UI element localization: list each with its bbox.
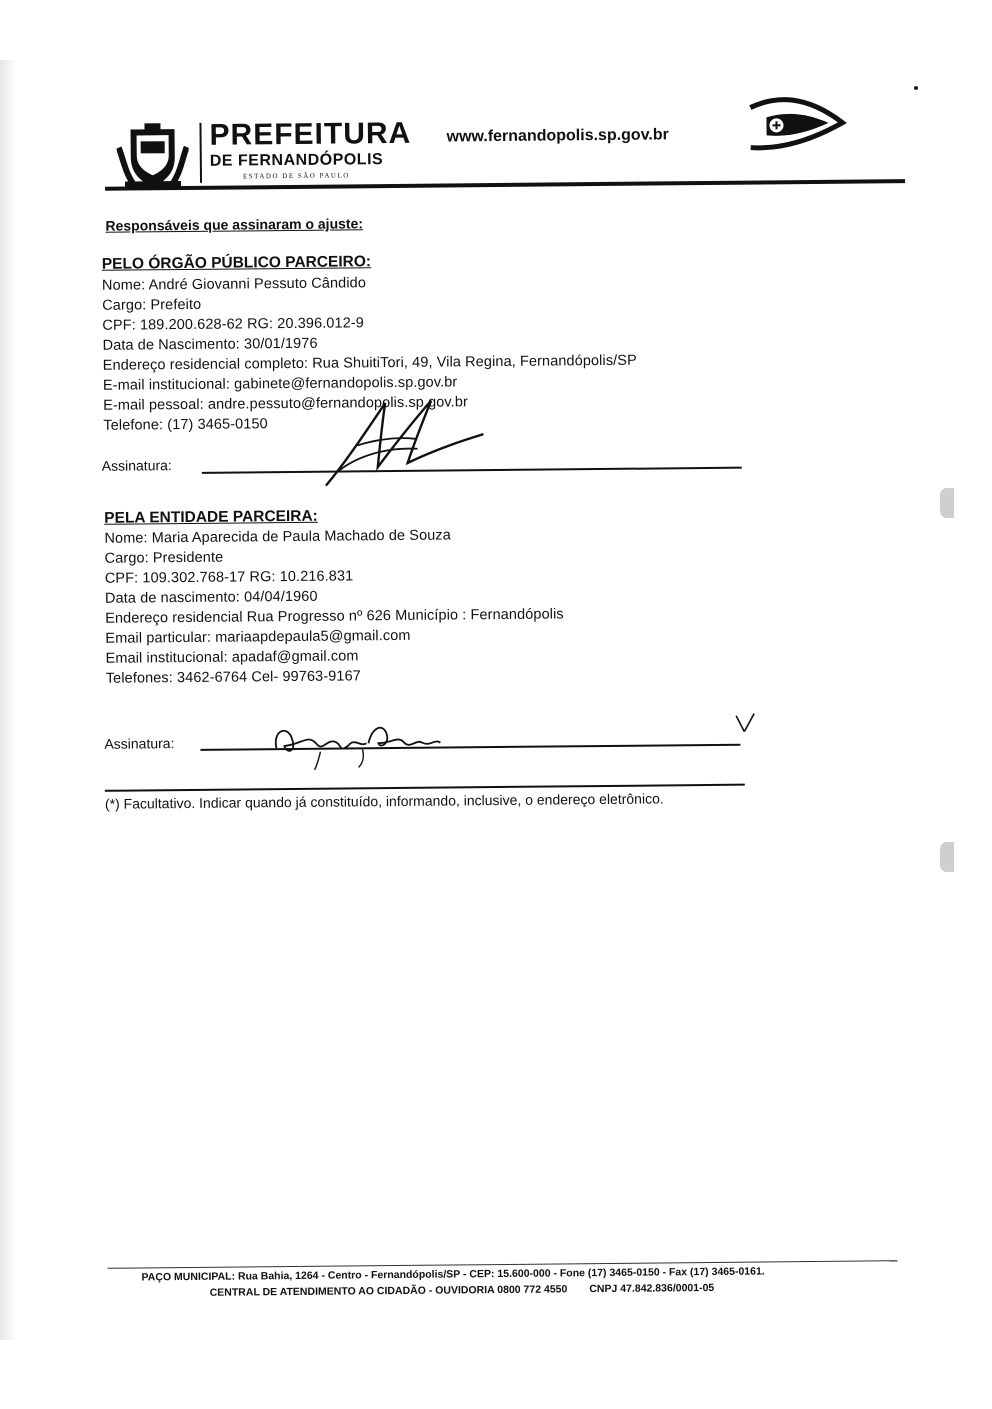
entity-partner-signature xyxy=(262,712,453,774)
public-partner-cpf-rg: CPF: 189.200.628-62 RG: 20.396.012-9 xyxy=(102,315,365,334)
entity-partner-institutional-email: Email institucional: apadaf@gmail.com xyxy=(105,648,359,667)
brand-title: PREFEITURA xyxy=(209,116,412,152)
flag-emblem-icon xyxy=(746,93,847,156)
entity-partner-address: Endereço residencial Rua Progresso nº 626 Município : Fernandópolis xyxy=(105,606,564,627)
signature-check-mark xyxy=(734,712,756,736)
entity-partner-personal-email: Email particular: mariaapdepaula5@gmail.com xyxy=(105,627,411,647)
public-partner-institutional-email: E-mail institucional: gabinete@fernandopolis.sp.gov.br xyxy=(102,374,458,394)
footer-cnpj: CNPJ 47.842.836/0001-05 xyxy=(589,1281,715,1296)
footer-address: PAÇO MUNICIPAL: Rua Bahia, 1264 - Centro - Fernandópolis/SP - CEP: 15.600-000 - Fone (17) 3465-0150 - Fax (17) 3465-0161. xyxy=(141,1265,765,1284)
public-partner-signature-label: Assinatura: xyxy=(101,457,172,474)
website-url: www.fernandopolis.sp.gov.br xyxy=(446,126,669,146)
public-partner-role: Cargo: Prefeito xyxy=(102,296,202,314)
entity-partner-signature-label: Assinatura: xyxy=(104,735,175,752)
footer-contact xyxy=(210,1282,715,1299)
entity-partner-phones: Telefones: 3462-6764 Cel- 99763-9167 xyxy=(105,668,361,687)
entity-partner-role: Cargo: Presidente xyxy=(104,549,224,567)
entity-partner-cpf-rg: CPF: 109.302.768-17 RG: 10.216.831 xyxy=(104,568,354,587)
entity-partner-birthdate: Data de nascimento: 04/04/1960 xyxy=(104,588,318,607)
brand-subtitle: DE FERNANDÓPOLIS xyxy=(209,151,384,170)
public-partner-address: Endereço residencial completo: Rua ShuitiTori, 49, Vila Regina, Fernandópolis/SP xyxy=(102,352,637,374)
section-heading: Responsáveis que assinaram o ajuste: xyxy=(105,215,364,234)
entity-partner-name: Nome: Maria Aparecida de Paula Machado de Souza xyxy=(104,527,451,547)
entity-partner-title: PELA ENTIDADE PARCEIRA: xyxy=(104,507,318,527)
brand-state: ESTADO DE SÃO PAULO xyxy=(242,171,350,181)
public-partner-phone: Telefone: (17) 3465-0150 xyxy=(103,416,268,434)
footnote: (*) Facultativo. Indicar quando já constituído, informando, inclusive, o endereço eletrônico. xyxy=(104,790,664,812)
public-partner-birthdate: Data de Nascimento: 30/01/1976 xyxy=(102,335,318,354)
public-partner-name: Nome: André Giovanni Pessuto Cândido xyxy=(101,275,367,294)
public-partner-personal-email: E-mail pessoal: andre.pessuto@fernandopolis.sp.gov.br xyxy=(103,394,468,414)
header-divider xyxy=(199,123,202,183)
header-rule xyxy=(105,179,905,191)
public-partner-title: PELO ÓRGÃO PÚBLICO PARCEIRO: xyxy=(101,253,372,273)
public-partner-signature xyxy=(297,388,488,500)
city-coat-of-arms-icon xyxy=(116,121,189,192)
footer-ouvidoria: CENTRAL DE ATENDIMENTO AO CIDADÃO - OUVIDORIA 0800 772 4550 xyxy=(209,1283,568,1299)
